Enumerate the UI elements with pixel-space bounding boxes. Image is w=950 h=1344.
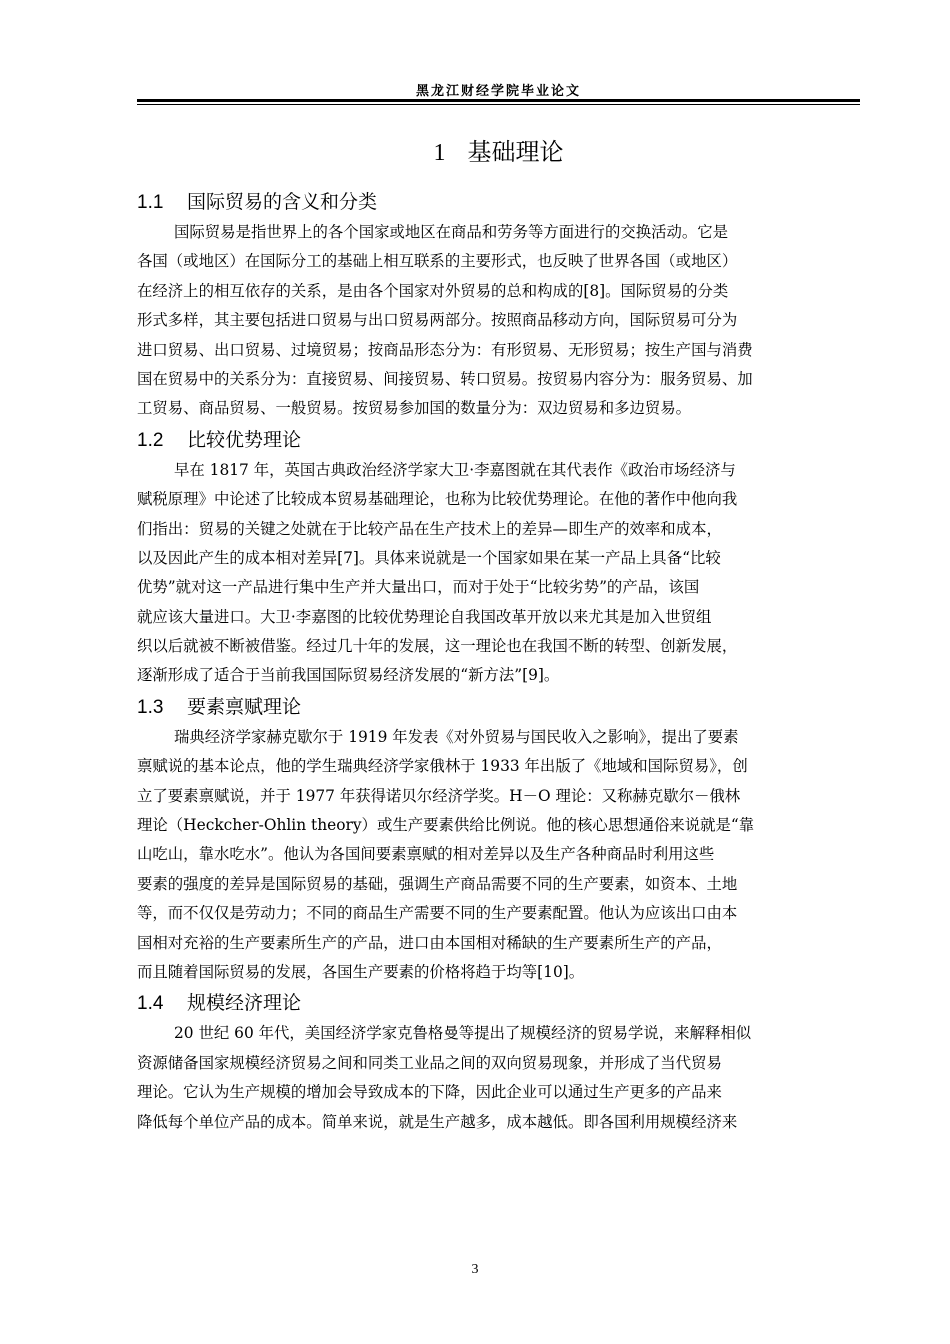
- paragraph-line: 降低每个单位产品的成本。简单来说，就是生产越多，成本越低。即各国利用规模经济来: [137, 1112, 738, 1131]
- paragraph-line: 山吃山，靠水吃水”。他认为各国间要素禀赋的相对差异以及生产各种商品时利用这些: [137, 845, 715, 864]
- body-content: [137, 186, 860, 1137]
- chapter-title: [137, 132, 860, 167]
- paragraph-line: 赋税原理》中论述了比较成本贸易基础理论，也称为比较优势理论。在他的著作中他向我: [137, 490, 738, 509]
- paragraph-line: 禀赋说的基本论点，他的学生瑞典经济学家俄林于 1933 年出版了《地域和国际贸易》，创: [137, 757, 748, 776]
- paragraph-line: 理论（Heckcher-Ohlin theory）或生产要素供给比例说。他的核心思想通俗来说就是“靠: [137, 816, 755, 835]
- section-heading: [137, 691, 860, 723]
- paragraph-line: 早在 1817 年，英国古典政治经济学家大卫·李嘉图就在其代表作《政治市场经济与: [174, 460, 736, 479]
- paragraph-line: 理论。它认为生产规模的增加会导致成本的下降，因此企业可以通过生产更多的产品来: [137, 1083, 722, 1102]
- paragraph-line: 们指出：贸易的关键之处就在于比较产品在生产技术上的差异—即生产的效率和成本，: [137, 519, 722, 538]
- section-title-text: 比较优势理论: [187, 428, 302, 451]
- paragraph-line: 立了要素禀赋说，并于 1977 年获得诺贝尔经济学奖。H－O 理论：又称赫克歇尔－俄林: [137, 786, 741, 805]
- paragraph-line: 瑞典经济学家赫克歇尔于 1919 年发表《对外贸易与国民收入之影响》，提出了要素: [174, 727, 739, 746]
- section-number: 1.1: [137, 192, 164, 213]
- section-heading: [137, 987, 860, 1019]
- paragraph-line: 织以后就被不断被借鉴。经过几十年的发展，这一理论也在我国不断的转型、创新发展，: [137, 637, 738, 656]
- paragraph-line: 20 世纪 60 年代，美国经济学家克鲁格曼等提出了规模经济的贸易学说，来解释相似: [174, 1024, 752, 1043]
- paragraph-line: 国相对充裕的生产要素所生产的产品，进口由本国相对稀缺的生产要素所生产的产品，: [137, 933, 722, 952]
- section-paragraph: [137, 723, 860, 988]
- section-heading: [137, 424, 860, 456]
- paragraph-line: 而且随着国际贸易的发展，各国生产要素的价格将趋于均等[10]。: [137, 962, 585, 981]
- paragraph-line: 进口贸易、出口贸易、过境贸易；按商品形态分为：有形贸易、无形贸易；按生产国与消费: [137, 340, 753, 359]
- running-header: 黑龙江财经学院毕业论文: [415, 84, 581, 99]
- page-number: 3: [471, 1262, 479, 1277]
- section-paragraph: [137, 218, 860, 424]
- paragraph-line: 资源储备国家规模经济贸易之间和同类工业品之间的双向贸易现象，并形成了当代贸易: [137, 1053, 722, 1072]
- chapter-title-text: 基础理论: [467, 138, 564, 166]
- section-heading: [137, 186, 860, 218]
- header-rule-thick: [137, 99, 860, 102]
- paragraph-line: 国在贸易中的关系分为：直接贸易、间接贸易、转口贸易。按贸易内容分为：服务贸易、加: [137, 369, 753, 388]
- section-title-text: 规模经济理论: [187, 992, 302, 1015]
- paragraph-line: 工贸易、商品贸易、一般贸易。按贸易参加国的数量分为：双边贸易和多边贸易。: [137, 399, 692, 418]
- paragraph-line: 等，而不仅仅是劳动力；不同的商品生产需要不同的生产要素配置。他认为应该出口由本: [137, 904, 738, 923]
- paragraph-line: 各国（或地区）在国际分工的基础上相互联系的主要形式，也反映了世界各国（或地区）: [137, 252, 738, 271]
- section-paragraph: [137, 1019, 860, 1137]
- paragraph-line: 在经济上的相互依存的关系，是由各个国家对外贸易的总和构成的[8]。国际贸易的分类: [137, 281, 729, 300]
- paragraph-line: 要素的强度的差异是国际贸易的基础，强调生产商品需要不同的生产要素，如资本、土地: [137, 874, 738, 893]
- paragraph-line: 国际贸易是指世界上的各个国家或地区在商品和劳务等方面进行的交换活动。它是: [174, 223, 729, 241]
- section-number: 1.4: [137, 993, 164, 1015]
- section-title-text: 要素禀赋理论: [187, 695, 302, 718]
- section-number: 1.3: [137, 696, 164, 718]
- section-paragraph: [137, 456, 860, 691]
- paragraph-line: 以及因此产生的成本相对差异[7]。具体来说就是一个国家如果在某一产品上具备“比较: [137, 548, 721, 567]
- section-title-text: 国际贸易的含义和分类: [187, 191, 378, 213]
- paragraph-line: 逐渐形成了适合于当前我国国际贸易经济发展的“新方法”[9]。: [137, 666, 560, 685]
- header-rule-thin: [137, 104, 860, 105]
- paragraph-line: 优势”就对这一产品进行集中生产并大量出口，而对于处于“比较劣势”的产品，该国: [137, 578, 700, 597]
- paragraph-line: 就应该大量进口。大卫·李嘉图的比较优势理论自我国改革开放以来尤其是加入世贸组: [137, 607, 712, 626]
- chapter-number: 1: [433, 140, 446, 166]
- section-number: 1.2: [137, 429, 164, 451]
- paragraph-line: 形式多样，其主要包括进口贸易与出口贸易两部分。按照商品移动方向，国际贸易可分为: [137, 311, 738, 330]
